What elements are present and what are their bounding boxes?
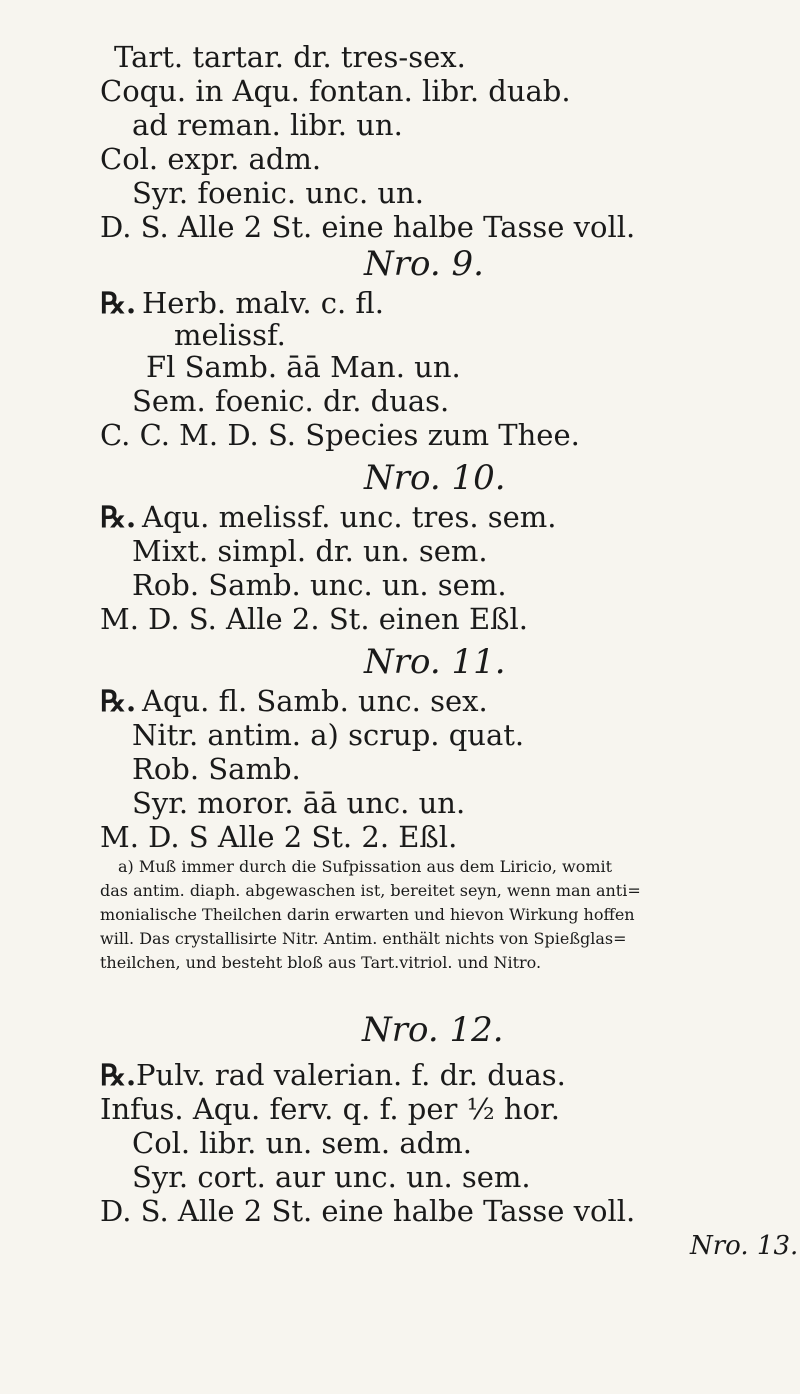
footnote-line: das antim. diaph. abgewaschen ist, bereitet seyn, wenn man anti= bbox=[100, 881, 641, 900]
recipe-line: Aqu. melissf. unc. tres. sem. bbox=[142, 500, 557, 534]
signature-line: M. D. S. Alle 2. St. einen Eßl. bbox=[100, 602, 528, 636]
recipe-line: Rob. Samb. bbox=[132, 752, 301, 786]
rx-symbol: ℞. bbox=[100, 684, 137, 718]
rx-symbol: ℞. bbox=[100, 500, 137, 534]
recipe-heading: Nro. 11. bbox=[364, 642, 506, 682]
recipe-line: Herb. malv. c. fl. bbox=[142, 286, 384, 320]
recipe-line: ad reman. libr. un. bbox=[132, 108, 403, 142]
recipe-line: Syr. moror. āā unc. un. bbox=[132, 786, 466, 820]
recipe-line: Aqu. fl. Samb. unc. sex. bbox=[142, 684, 488, 718]
signature-line: C. C. M. D. S. Species zum Thee. bbox=[100, 418, 580, 452]
recipe-line: Mixt. simpl. dr. un. sem. bbox=[132, 534, 488, 568]
recipe-line: Pulv. rad valerian. f. dr. duas. bbox=[136, 1058, 566, 1092]
footnote-line: will. Das crystallisirte Nitr. Antim. enthält nichts von Spießglas= bbox=[100, 929, 627, 948]
catchword: Nro. 13. bbox=[690, 1231, 799, 1261]
recipe-line: Syr. cort. aur unc. un. sem. bbox=[132, 1160, 531, 1194]
recipe-line: Coqu. in Aqu. fontan. libr. duab. bbox=[100, 74, 571, 108]
recipe-heading: Nro. 10. bbox=[364, 458, 506, 498]
signature-line: D. S. Alle 2 St. eine halbe Tasse voll. bbox=[100, 1194, 636, 1228]
recipe-line: Nitr. antim. a) scrup. quat. bbox=[132, 718, 525, 752]
recipe-line: Rob. Samb. unc. un. sem. bbox=[132, 568, 507, 602]
footnote-line: a) Muß immer durch die Sufpissation aus dem Liricio, womit bbox=[118, 857, 613, 876]
recipe-heading: Nro. 12. bbox=[362, 1010, 504, 1050]
recipe-line: Sem. foenic. dr. duas. bbox=[132, 384, 450, 418]
footnote-line: monialische Theilchen darin erwarten und hievon Wirkung hoffen bbox=[100, 905, 635, 924]
recipe-line: Col. expr. adm. bbox=[100, 142, 322, 176]
footnote-line: theilchen, und besteht bloß aus Tart.vitriol. und Nitro. bbox=[100, 953, 542, 972]
rx-symbol: ℞. bbox=[100, 286, 137, 320]
recipe-line: Fl Samb. āā Man. un. bbox=[146, 350, 461, 384]
recipe-line: Infus. Aqu. ferv. q. f. per ½ hor. bbox=[100, 1092, 560, 1126]
recipe-heading: Nro. 9. bbox=[364, 244, 484, 284]
signature-line: M. D. S Alle 2 St. 2. Eßl. bbox=[100, 820, 458, 854]
recipe-line: Tart. tartar. dr. tres-sex. bbox=[114, 40, 466, 74]
signature-line: D. S. Alle 2 St. eine halbe Tasse voll. bbox=[100, 210, 636, 244]
recipe-line: melissf. bbox=[174, 318, 286, 352]
recipe-line: Col. libr. un. sem. adm. bbox=[132, 1126, 472, 1160]
rx-symbol: ℞. bbox=[100, 1058, 137, 1092]
recipe-line: Syr. foenic. unc. un. bbox=[132, 176, 424, 210]
